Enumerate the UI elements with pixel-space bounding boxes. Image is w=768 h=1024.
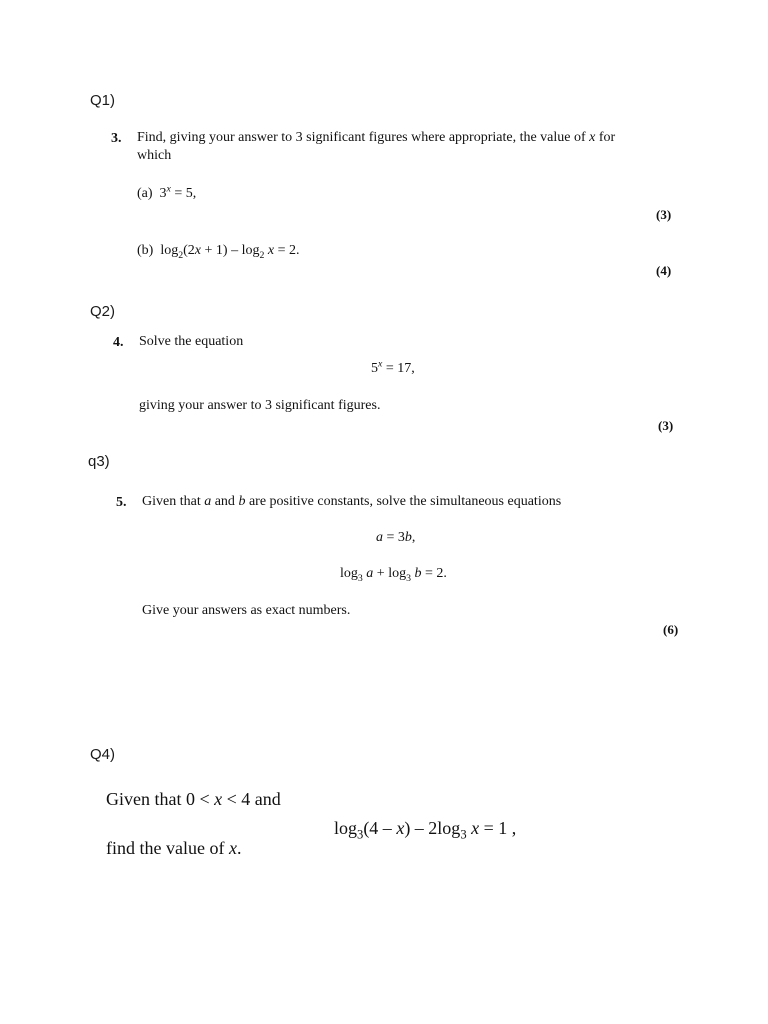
q1-header: Q1)	[90, 92, 116, 109]
q3-number: 5.	[116, 495, 127, 510]
q1-part-a: (a) $3^x = 5$,	[137, 183, 197, 201]
q1-stem-line1: Find, giving your answer to 3 significant figures where appropriate, the value of x for	[137, 130, 616, 145]
q4-find: find the value of x.	[106, 838, 242, 858]
q2-marks: (3)	[658, 418, 674, 433]
q2-stem: Solve the equation	[139, 334, 244, 349]
q2-note: giving your answer to 3 significant figures.	[139, 398, 381, 413]
q4-equation: $\log_3(4 - x) - 2\log_3$ x = 1 ,	[334, 818, 517, 842]
q1-stem-line2: which	[137, 148, 172, 163]
q4-given: Given that 0 < x < 4 and	[106, 789, 281, 809]
q3-equation-2: $\log_3 a + \log_3 b = 2$.	[340, 566, 447, 584]
q2-equation: $5^x = 17$,	[371, 358, 415, 376]
q3-note: Give your answers as exact numbers.	[142, 603, 351, 618]
q2-number: 4.	[113, 335, 124, 350]
q1-part-b-marks: (4)	[656, 263, 672, 278]
q4-header: Q4)	[90, 746, 116, 763]
q3-stem: Given that a and b are positive constants, solve the simultaneous equations	[142, 494, 562, 509]
q1-part-a-marks: (3)	[656, 207, 672, 222]
q3-header: q3)	[88, 453, 110, 470]
q1-number: 3.	[111, 131, 122, 146]
q2-header: Q2)	[90, 303, 116, 320]
q3-marks: (6)	[663, 622, 679, 637]
q3-equation-1: a = 3b,	[376, 530, 416, 545]
q1-part-b: (b) $\log_2(2x + 1) - \log_2 x = 2$.	[137, 243, 300, 261]
